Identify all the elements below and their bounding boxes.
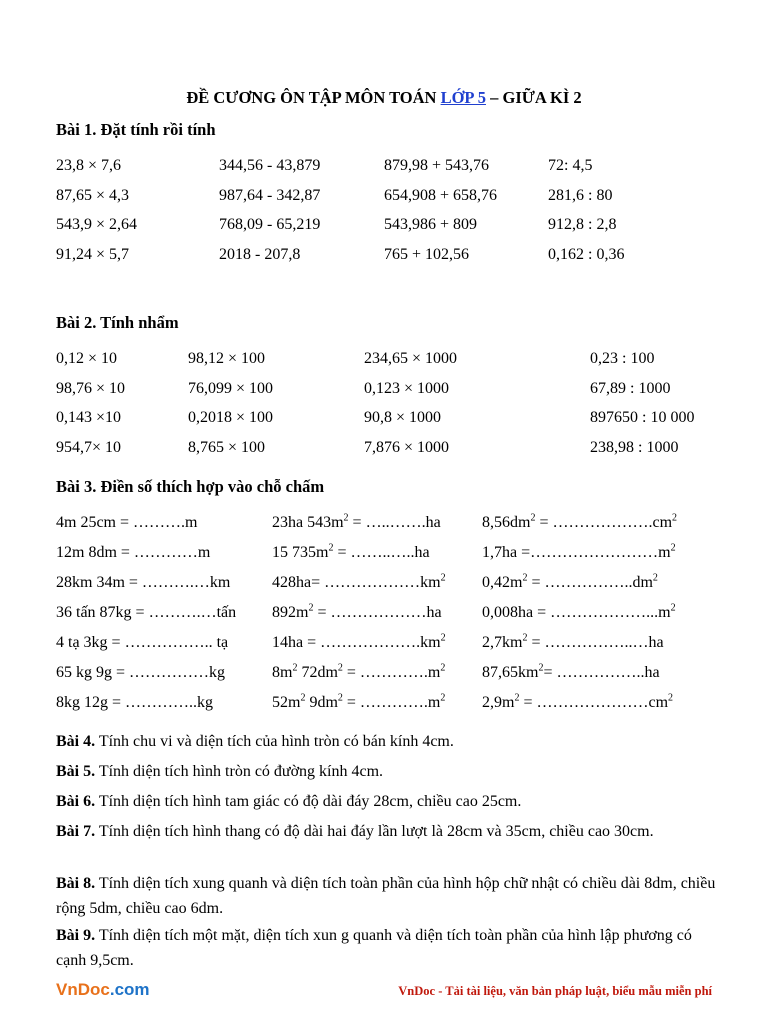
bai3-heading: Bài 3. Điền số thích hợp vào chỗ chấm	[56, 477, 325, 496]
bai1-cell-r4-c2: 2018 - 207,8	[219, 245, 301, 263]
bai1-cell-r4-c1: 91,24 × 5,7	[56, 245, 130, 263]
bai3-cell-r5-c3: $2,7km^2$ = ……………..…ha	[482, 632, 664, 651]
bai2-cell-r3-c1: 0,143 ×10	[56, 409, 122, 426]
bai2-cell-r3-c3: 90,8 × 1000	[364, 409, 442, 426]
footer-text: VnDoc - Tải tài liệu, văn bản pháp luật, biểu mẫu miễn phí	[398, 984, 712, 998]
bai2-cell-r1-c3: 234,65 × 1000	[364, 350, 458, 367]
logo-com: .com	[109, 980, 150, 999]
exercise-6	[56, 789, 716, 814]
exercise-text: Tính diện tích hình tam giác có độ dài đáy 28cm, chiều cao 25cm.	[95, 793, 522, 810]
bai3-cell-r6-c2: $8m^2$ $72dm^2$ = $\dots\dots\dots\dots.m^2$	[272, 662, 446, 681]
exercise-text: Tính diện tích hình tròn có đường kính 4cm.	[95, 763, 384, 780]
exercise-label: Bài 5.	[56, 763, 96, 780]
bai3-cell-r4-c2: $892m^2$ = ………………ha	[272, 602, 442, 621]
bai3-cell-r7-c3: $2,9m^2$ = $\dots\dots\dots\dots\dots\dots\dots cm^2$	[482, 692, 674, 711]
bai3-cell-r2-c2: 15 $735m^2$ = ……..…..ha	[272, 542, 430, 561]
bai3-cell-r2-c1: 12m 8dm = …………m	[56, 544, 211, 561]
bai2-cell-r4-c3: 7,876 × 1000	[364, 438, 450, 456]
bai2-cell-r3-c2: 0,2018 × 100	[188, 409, 274, 426]
exercise-4	[56, 729, 716, 754]
bai1-cell-r3-c1: 543,9 × 2,64	[56, 216, 138, 233]
bai1-cell-r1-c2: 344,56 - 43,879	[219, 157, 321, 174]
exercise-text: Tính diện tích một mặt, diện tích xun g quanh và diện tích toàn phần của hình lập phương có cạnh 9,5cm.	[56, 927, 692, 969]
bai3-cell-r7-c1: 8kg 12g = …………..kg	[56, 694, 214, 711]
bai1-cell-r3-c3: 543,986 + 809	[384, 216, 478, 233]
exercise-7	[56, 819, 716, 844]
bai2-cell-r4-c4: 238,98 : 1000	[590, 438, 679, 456]
exercise-label: Bài 8.	[56, 875, 96, 892]
bai2-cell-r3-c4: 897650 : 10 000	[590, 409, 695, 426]
exercise-label: Bài 6.	[56, 793, 96, 810]
bai3-cell-r3-c2: $428ha= \dots\dots\dots\dots\dots\dots km^2$	[272, 572, 446, 591]
bai3-cell-r4-c1: 36 tấn 87kg = ……….…tấn	[56, 604, 237, 621]
bai2-cell-r1-c1: 0,12 × 10	[56, 350, 118, 367]
bai1-cell-r4-c3: 765 + 102,56	[384, 245, 470, 263]
vndoc-logo[interactable]	[56, 980, 150, 1000]
exercise-text: Tính diện tích hình thang có độ dài hai đáy lần lượt là 28cm và 35cm, chiều cao 30cm.	[95, 823, 654, 840]
bai1-heading: Bài 1. Đặt tính rồi tính	[56, 120, 216, 139]
bai2-cell-r4-c2: 8,765 × 100	[188, 438, 266, 456]
bai3-cell-r3-c3: $0,42m^2$ = $\dots\dots\dots\dots\dots..dm^2$	[482, 572, 658, 591]
bai3-cell-r5-c1: 4 tạ 3kg = …………….. tạ	[56, 634, 229, 651]
exercise-8	[56, 871, 716, 921]
bai1-cell-r2-c1: 87,65 × 4,3	[56, 186, 130, 204]
bai2-cell-r4-c1: 954,7× 10	[56, 438, 122, 456]
bai2-cell-r2-c3: 0,123 × 1000	[364, 379, 450, 397]
bai1-cell-r2-c2: 987,64 - 342,87	[219, 186, 321, 204]
bai3-cell-r5-c2: $14ha = \dots\dots\dots\dots\dots\dots.km^2$	[272, 632, 446, 651]
exercise-text: Tính diện tích xung quanh và diện tích toàn phần của hình hộp chữ nhật có chiều dài 8dm, chiều rộng 5dm, chiều cao 6dm.	[56, 875, 716, 917]
bai3-cell-r4-c3: $0,008ha = \dots\dots\dots\dots\dots\dots...m^2$	[482, 602, 676, 621]
bai1-cell-r1-c4: 72: 4,5	[548, 157, 593, 174]
bai1-cell-r1-c3: 879,98 + 543,76	[384, 157, 490, 174]
exercise-label: Bài 9.	[56, 927, 96, 944]
bai3-cell-r1-c3: $8,56dm^2$ = $\dots\dots\dots\dots\dots\dots.cm^2$	[482, 512, 678, 531]
bai2-cell-r2-c2: 76,099 × 100	[188, 379, 274, 397]
bai3-cell-r2-c3: $1,7ha =\dots\dots\dots\dots\dots\dots\dots\dots m^2$	[482, 542, 676, 561]
title-suffix: – GIỮA KÌ 2	[485, 88, 582, 107]
bai2-cell-r2-c4: 67,89 : 1000	[590, 379, 671, 397]
logo-vn: Vn	[56, 980, 78, 999]
bai1-cell-r2-c3: 654,908 + 658,76	[384, 186, 498, 204]
title-prefix: ĐỀ CƯƠNG ÔN TẬP MÔN TOÁN	[186, 88, 441, 107]
exercise-label: Bài 7.	[56, 823, 96, 840]
bai1-cell-r3-c4: 912,8 : 2,8	[548, 216, 617, 233]
bai3-cell-r1-c2: 23ha $543m^2$ = …..…….ha	[272, 512, 441, 531]
exercise-5	[56, 759, 716, 784]
page-title	[0, 88, 768, 108]
grade-link[interactable]: LỚP 5	[440, 88, 486, 107]
bai3-cell-r6-c1: 65 kg 9g = ……………kg	[56, 664, 226, 681]
bai1-cell-r3-c2: 768,09 - 65,219	[219, 216, 321, 233]
exercise-text: Tính chu vi và diện tích của hình tròn có bán kính 4cm.	[95, 733, 454, 750]
bai2-cell-r1-c4: 0,23 : 100	[590, 350, 655, 367]
bai3-cell-r6-c3: $87,65km^2=$ ……………..ha	[482, 662, 660, 681]
bai1-cell-r4-c4: 0,162 : 0,36	[548, 245, 625, 263]
exercise-9	[56, 923, 716, 973]
bai1-cell-r2-c4: 281,6 : 80	[548, 186, 613, 204]
bai3-cell-r3-c1: 28km 34m = ……….…km	[56, 574, 231, 591]
bai2-cell-r1-c2: 98,12 × 100	[188, 350, 266, 367]
bai1-cell-r1-c1: 23,8 × 7,6	[56, 157, 122, 174]
exercise-label: Bài 4.	[56, 733, 96, 750]
bai2-heading: Bài 2. Tính nhẩm	[56, 313, 179, 332]
logo-doc: Doc	[77, 980, 110, 999]
bai3-cell-r1-c1: 4m 25cm = ……….m	[56, 514, 198, 531]
bai3-cell-r7-c2: $52m^2$ $9dm^2$ = $\dots\dots\dots\dots.m^2$	[272, 692, 446, 711]
bai2-cell-r2-c1: 98,76 × 10	[56, 379, 126, 397]
